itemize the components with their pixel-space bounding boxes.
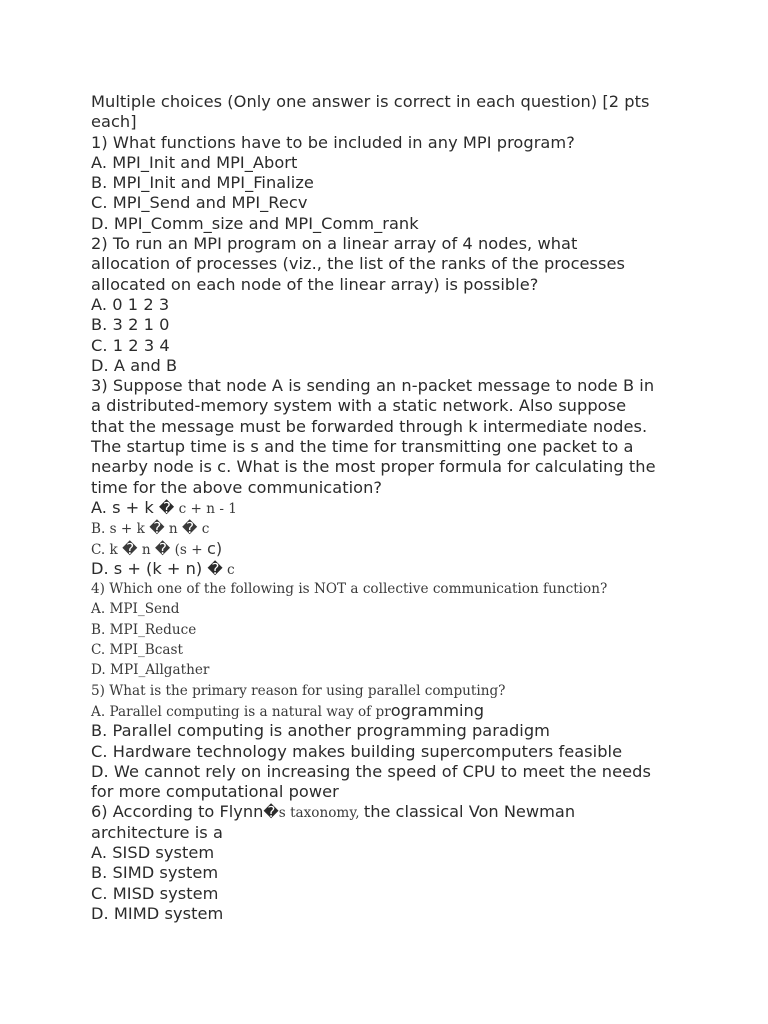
q4-option-a: A. MPI_Send [91, 601, 180, 618]
q3-option-b-part-2: n [164, 521, 182, 538]
q2-question-line-1: 2) To run an MPI program on a linear array of 4 nodes, what [91, 234, 578, 254]
replacement-char-icon: � [263, 803, 279, 822]
q4-option-c: C. MPI_Bcast [91, 642, 183, 659]
q4-option-b: B. MPI_Reduce [91, 621, 197, 638]
q6-question-line-1 [91, 802, 691, 822]
q3-option-a [91, 498, 691, 518]
q5-option-a-part-1: A. Parallel computing is a natural way of pr [91, 703, 391, 720]
q3-option-c-part-3: (s + [170, 541, 207, 558]
q3-question-line-2: a distributed-memory system with a static network. Also suppose [91, 396, 627, 416]
q5-option-c: C. Hardware technology makes building supercomputers feasible [91, 741, 623, 761]
q6-question-part-1: 6) According to Flynn [91, 802, 264, 822]
q2-option-a: A. 0 1 2 3 [91, 294, 170, 314]
q6-option-d: D. MIMD system [91, 903, 224, 923]
q1-option-a: A. MPI_Init and MPI_Abort [91, 152, 298, 172]
q6-option-b: B. SIMD system [91, 863, 219, 883]
q6-question-line-2: architecture is a [91, 822, 223, 842]
q2-question-line-3: allocated on each node of the linear array) is possible? [91, 274, 539, 294]
q5-option-d-continued: for more computational power [91, 782, 339, 802]
q5-question: 5) What is the primary reason for using parallel computing? [91, 682, 506, 699]
q1-question: 1) What functions have to be included in any MPI program? [91, 132, 575, 152]
replacement-char-icon: � [149, 519, 165, 538]
q3-question-line-4: The startup time is s and the time for transmitting one packet to a [91, 437, 634, 457]
quiz-content [91, 92, 691, 924]
q3-option-d-suffix: c [222, 561, 235, 578]
q3-question-line-5: nearby node is c. What is the most proper formula for calculating the [91, 457, 656, 477]
q1-option-b: B. MPI_Init and MPI_Finalize [91, 173, 314, 193]
q3-option-c-part-1: C. k [91, 541, 123, 558]
q6-question-part-2: s taxonomy, [278, 805, 364, 822]
q3-option-d-prefix: D. s + (k + n) [91, 558, 208, 578]
q3-question-line-1: 3) Suppose that node A is sending an n-packet message to node B in [91, 376, 655, 396]
q3-option-a-suffix: c + n - 1 [174, 500, 237, 517]
q1-option-c: C. MPI_Send and MPI_Recv [91, 193, 308, 213]
quiz-header-line-1: Multiple choices (Only one answer is correct in each question) [2 pts [91, 92, 650, 111]
q4-question: 4) Which one of the following is NOT a collective communication function? [91, 581, 608, 598]
q3-question-line-6: time for the above communication? [91, 477, 383, 497]
q3-option-a-prefix: A. s + k [91, 497, 159, 517]
q3-option-c [91, 539, 691, 559]
q3-option-b-part-1: B. s + k [91, 521, 150, 538]
q5-option-b: B. Parallel computing is another programming paradigm [91, 721, 550, 741]
q5-option-a [91, 701, 691, 721]
q2-option-d: D. A and B [91, 355, 178, 375]
replacement-char-icon: � [182, 519, 198, 538]
q3-question-line-3: that the message must be forwarded through k intermediate nodes. [91, 416, 648, 436]
q3-option-d [91, 559, 691, 579]
replacement-char-icon: � [122, 539, 138, 558]
replacement-char-icon: � [158, 498, 175, 517]
q3-option-c-part-2: n [137, 541, 155, 558]
q2-question-line-2: allocation of processes (viz., the list of the ranks of the processes [91, 254, 625, 274]
replacement-char-icon: � [154, 539, 171, 558]
q3-option-b [91, 518, 691, 538]
q3-option-b-part-3: c [197, 521, 210, 538]
q5-option-a-part-2: ogramming [390, 700, 485, 720]
q5-option-d: D. We cannot rely on increasing the speed of CPU to meet the needs [91, 761, 651, 781]
q6-option-c: C. MISD system [91, 883, 219, 903]
q4-option-d: D. MPI_Allgather [91, 662, 210, 679]
q2-option-c: C. 1 2 3 4 [91, 335, 170, 355]
q3-option-c-part-4: c) [206, 538, 223, 558]
q6-question-part-3: the classical Von Newman [363, 802, 576, 822]
q1-option-d: D. MPI_Comm_size and MPI_Comm_rank [91, 213, 419, 233]
q6-option-a: A. SISD system [91, 842, 215, 862]
quiz-header-line-2: each] [91, 112, 137, 132]
q2-option-b: B. 3 2 1 0 [91, 315, 170, 335]
replacement-char-icon: � [207, 559, 223, 578]
